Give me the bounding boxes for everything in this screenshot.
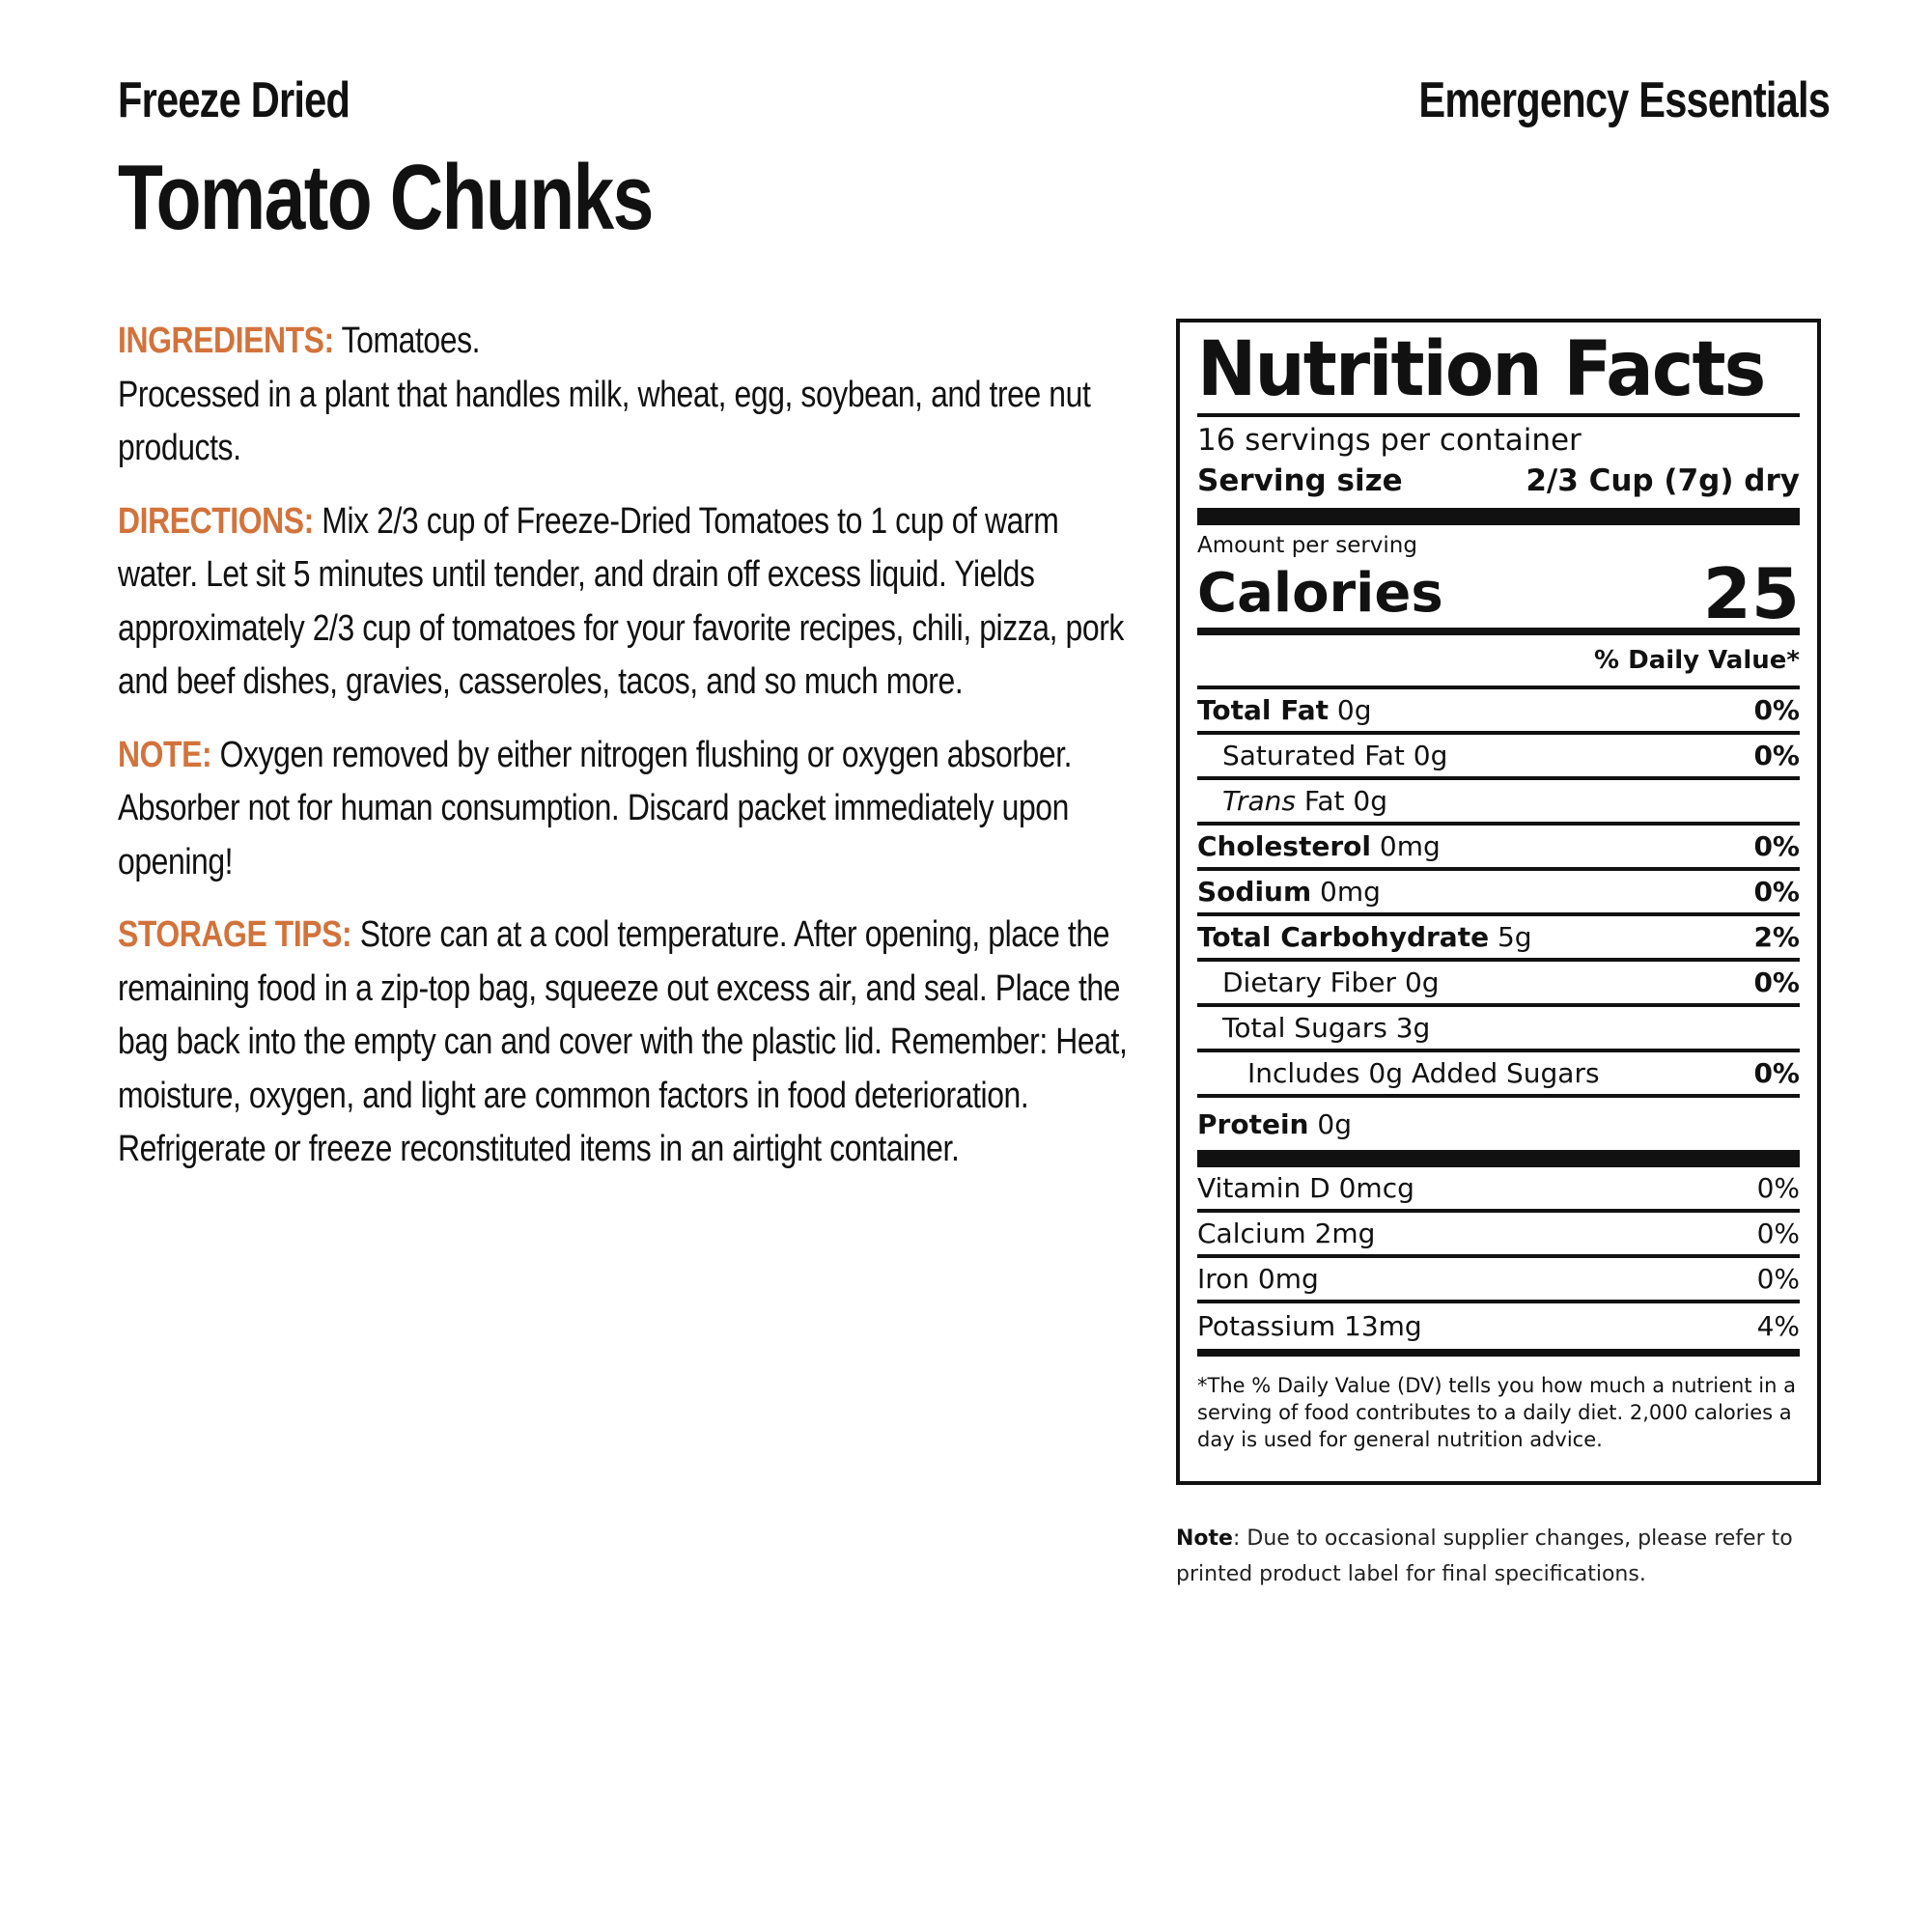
- note-label: NOTE:: [118, 734, 212, 775]
- vitamin-dv: 0%: [1756, 1172, 1800, 1204]
- directions-text: Mix 2/3 cup of Freeze-Dried Tomatoes to 1 cup of warm water. Let sit 5 minutes until tender, and drain off excess liquid. Yields approximately 2/3 cup of tomatoes for your favorite recipes, chili, pizza, pork and beef dishes, gravies, casseroles, tacos, and so much more.: [118, 500, 1124, 702]
- vitamin-row: [1197, 1167, 1800, 1213]
- nutrient-amount: 0g: [1308, 1107, 1352, 1140]
- nutrient-amount: 0mg: [1371, 830, 1441, 862]
- vitamin-name: Vitamin D 0mcg: [1197, 1172, 1414, 1204]
- supplier-note: [1176, 1521, 1833, 1592]
- nutrient-name: Dietary Fiber 0g: [1222, 966, 1440, 998]
- supplier-note-label: Note: [1176, 1526, 1233, 1551]
- nutrient-dv: 0%: [1753, 876, 1800, 908]
- product-subtitle: Freeze Dried: [118, 72, 350, 128]
- vitamin-name: Iron 0mg: [1197, 1263, 1319, 1295]
- nutrition-facts-panel: [1176, 319, 1821, 1485]
- brand-name: Emergency Essentials: [1418, 72, 1830, 128]
- supplier-note-text: : Due to occasional supplier changes, please refer to printed product label for final specifications.: [1176, 1526, 1793, 1586]
- calories-label: Calories: [1197, 562, 1443, 625]
- calories-row: [1197, 553, 1800, 634]
- nutrient-name: Includes 0g Added Sugars: [1247, 1057, 1600, 1089]
- nutrient-dv: 0%: [1753, 694, 1800, 726]
- nutrient-name: Saturated Fat 0g: [1222, 740, 1448, 771]
- vitamin-row: [1197, 1258, 1800, 1303]
- nutrient-name: Protein: [1197, 1107, 1309, 1140]
- nutrient-row-total-carbohydrate: [1197, 916, 1800, 962]
- nutrient-amount: 5g: [1489, 921, 1532, 953]
- amount-per-serving: Amount per serving: [1197, 533, 1417, 558]
- allergen-text: Processed in a plant that handles milk, wheat, egg, soybean, and tree nut products.: [118, 374, 1091, 468]
- storage-section: [118, 909, 1141, 1177]
- nutrient-rows: [1197, 689, 1800, 1150]
- nutrient-name: Total Fat: [1197, 694, 1330, 726]
- storage-label: STORAGE TIPS:: [118, 914, 352, 955]
- note-text: Oxygen removed by either nitrogen flushing or oxygen absorber. Absorber not for human consumption. Discard packet immediately upon opening!: [118, 734, 1073, 882]
- serving-size-value: 2/3 Cup (7g) dry: [1526, 463, 1800, 498]
- nutrient-row-added-sugars: [1197, 1052, 1800, 1098]
- nutrient-dv: 0%: [1753, 830, 1800, 862]
- nutrient-dv: 0%: [1753, 966, 1800, 998]
- nutrient-row-cholesterol: [1197, 826, 1800, 871]
- serving-size-label: Serving size: [1197, 463, 1403, 498]
- nutrition-facts-title: Nutrition Facts: [1197, 326, 1765, 413]
- daily-value-header: % Daily Value*: [1594, 646, 1800, 675]
- product-info: [118, 315, 1141, 1196]
- ingredients-section: [118, 315, 1141, 476]
- vitamin-dv: 0%: [1756, 1218, 1800, 1249]
- nutrient-name: Cholesterol: [1197, 830, 1371, 862]
- vitamin-row: [1197, 1213, 1800, 1258]
- nutrient-amount: 0mg: [1311, 876, 1381, 908]
- servings-per-container: 16 servings per container: [1197, 423, 1582, 458]
- daily-value-footnote: *The % Daily Value (DV) tells you how much a nutrient in a serving of food contributes to a daily diet. 2,000 calories a day is used for general nutrition advice.: [1197, 1374, 1796, 1451]
- vitamin-dv: 0%: [1756, 1263, 1800, 1295]
- nutrient-row-saturated-fat: [1197, 735, 1800, 780]
- nutrient-row-trans-fat: [1197, 780, 1800, 826]
- directions-label: DIRECTIONS:: [118, 500, 314, 542]
- nutrient-row-protein: [1197, 1098, 1800, 1150]
- directions-section: [118, 495, 1141, 710]
- nutrient-row-sodium: [1197, 871, 1800, 916]
- nutrient-row-dietary-fiber: [1197, 962, 1800, 1007]
- vitamin-dv: 4%: [1756, 1310, 1800, 1342]
- product-title: Tomato Chunks: [118, 146, 653, 249]
- vitamin-rows: [1197, 1167, 1800, 1349]
- nutrient-row-total-fat: [1197, 689, 1800, 735]
- serving-size-row: [1197, 460, 1800, 502]
- storage-text: Store can at a cool temperature. After opening, place the remaining food in a zip-top bag, squeeze out excess air, and seal. Place the bag back into the empty can and cover with the plastic lid. Remember: Heat, moisture, oxygen, and light are common factors in food deterioration. Refrigerate or freeze reconstituted items in an airtight container.: [118, 914, 1128, 1169]
- note-section: [118, 729, 1141, 890]
- nutrient-dv: 2%: [1753, 921, 1800, 953]
- nutrient-dv: 0%: [1753, 740, 1800, 771]
- nutrient-amount: 0g: [1329, 694, 1372, 726]
- nutrient-name-italic: Trans: [1222, 785, 1296, 817]
- calories-value: 25: [1702, 553, 1800, 634]
- vitamin-name: Potassium 13mg: [1197, 1310, 1422, 1342]
- nutrient-name: Fat 0g: [1295, 785, 1387, 817]
- vitamin-row: [1197, 1303, 1800, 1349]
- vitamin-name: Calcium 2mg: [1197, 1218, 1376, 1249]
- nutrient-name: Total Carbohydrate: [1197, 921, 1490, 953]
- nutrient-dv: 0%: [1753, 1057, 1800, 1089]
- nutrient-name: Total Sugars 3g: [1222, 1012, 1431, 1044]
- ingredients-label: INGREDIENTS:: [118, 321, 334, 361]
- nutrient-row-total-sugars: [1197, 1007, 1800, 1052]
- nutrient-name: Sodium: [1197, 876, 1312, 908]
- ingredients-text: Tomatoes.: [333, 321, 481, 361]
